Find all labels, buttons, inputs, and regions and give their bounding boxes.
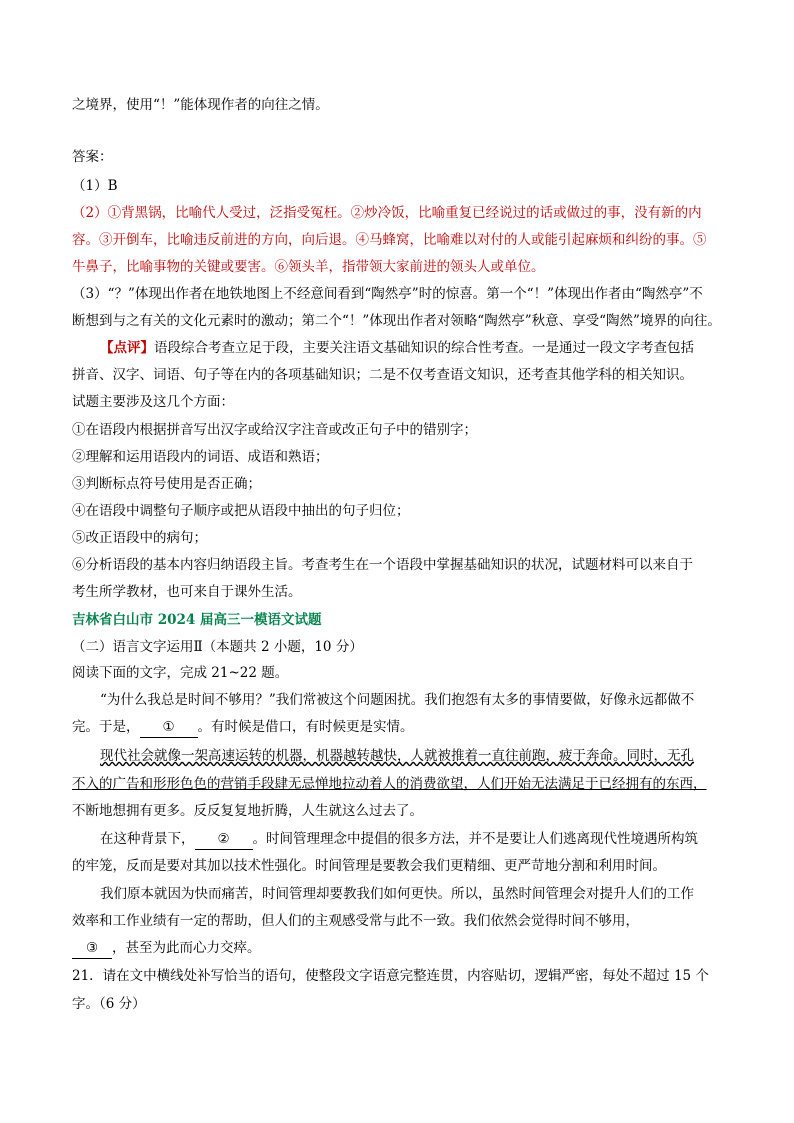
p3-text-b: 。时间管理理念中提倡的很多方法，并不是要让人们逃离现代性境遇所构筑 <box>252 831 698 847</box>
comment-item-2: ②理解和运用语段内的词语、成语和熟语； <box>72 449 329 465</box>
comment-last: 考生所学教材，也可来自于课外生活。 <box>72 584 302 600</box>
instruction: 阅读下面的文字，完成 21~22 题。 <box>72 665 289 681</box>
comment-line-1 <box>100 338 694 358</box>
p4-text-b: ，甚至为此而心力交瘁。 <box>112 940 261 956</box>
blank-1: ① <box>140 717 198 738</box>
answer-2-line-1: （2）①背黑锅，比喻代人受过，泛指受冤枉。②炒冷饭，比喻重复已经说过的话或做过的事，没有新的内 <box>72 205 702 221</box>
answer-1: （1）B <box>72 178 118 194</box>
comment-item-3: ③判断标点符号使用是否正确； <box>72 476 261 492</box>
exam-source: 吉林省白山市 2024 届高三一模语文试题 <box>72 612 322 628</box>
comment-item-4: ④在语段中调整句子顺序或把从语段中抽出的句子归位； <box>72 503 410 519</box>
passage-p4-line-1: 我们原本就因为快而痛苦，时间管理却要教我们如何更快。所以，虽然时间管理会对提升人们的工作 <box>100 886 694 902</box>
passage-p3-line-2: 的牢笼，反而是要对其加以技术性强化。时间管理是要教会我们更精细、更严苛地分割和利用时间。 <box>72 858 666 874</box>
answer-3-line-1: （3）“？”体现出作者在地铁地图上不经意间看到“陶然亭”时的惊喜。第一个“！”体现出作者由“陶然亭”不 <box>72 286 703 302</box>
blank-2: ② <box>195 829 253 850</box>
blank-3: ③ <box>72 938 112 959</box>
comment-line-3: 试题主要涉及这几个方面： <box>72 394 234 410</box>
answer-2-line-2: 容。③开倒车，比喻违反前进的方向，向后退。④马蜂窝，比喻难以对付的人或能引起麻烦和纠纷的事。⑤ <box>72 232 707 248</box>
comment-item-6: ⑥分析语段的基本内容归纳语段主旨。考查考生在一个语段中掌握基础知识的状况，试题材料可以来自于 <box>72 557 693 573</box>
answer-continuation: 之境界，使用“！”能体现作者的向往之情。 <box>72 97 329 113</box>
p3-text-a: 在这种背景下， <box>100 831 195 847</box>
passage-p2-line-3: 不断地想拥有更多。反反复复地折腾，人生就这么过去了。 <box>72 803 423 819</box>
p1-text-a: 完。于是， <box>72 719 140 735</box>
section-title: （二）语言文字运用Ⅱ（本题共 2 小题，10 分） <box>72 639 363 655</box>
passage-p1-line-1: “为什么我总是时间不够用？”我们常被这个问题困扰。我们抱怨有太多的事情要做，好像永远都做不 <box>100 692 695 708</box>
passage-p4-line-3 <box>72 938 261 959</box>
question-21-line-2: 字。（6 分） <box>72 996 146 1012</box>
comment-text-1: 语段综合考查立足于段，主要关注语文基础知识的综合性考查。一是通过一段文字考查包括 <box>154 340 694 356</box>
comment-line-2: 拼音、汉字、词语、句子等在内的各项基础知识；二是不仅考查语文知识，还考查其他学科的相关知识。 <box>72 367 693 383</box>
passage-p4-line-2: 效率和工作业绩有一定的帮助，但人们的主观感受常与此不一致。我们依然会觉得时间不够用， <box>72 913 639 929</box>
passage-p3-line-1 <box>100 829 698 850</box>
answer-3-line-2: 断想到与之有关的文化元素时的激动；第二个“！”体现出作者对领略“陶然亭”秋意、享受“陶然”境界的向往。 <box>72 313 721 329</box>
answer-heading: 答案： <box>72 149 113 165</box>
passage-p2-line-1: 现代社会就像一架高速运转的机器，机器越转越快，人就被推着一直往前跑，疲于奔命。同时，无孔 <box>100 748 694 764</box>
comment-item-5: ⑤改正语段中的病句； <box>72 530 207 546</box>
passage-p2-line-2: 不入的广告和形形色色的营销手段肆无忌惮地拉动着人的消费欲望，人们开始无法满足于已经拥有的东西， <box>72 776 707 792</box>
comment-tag: 【点评】 <box>100 340 154 356</box>
p1-text-b: 。有时候是借口，有时候更是实情。 <box>197 719 414 735</box>
question-21-line-1: 21．请在文中横线处补写恰当的语句，使整段文字语意完整连贯，内容贴切，逻辑严密，每处不超过 15 个 <box>72 968 709 984</box>
passage-p1-line-2 <box>72 717 414 738</box>
comment-item-1: ①在语段内根据拼音写出汉字或给汉字注音或改正句子中的错别字； <box>72 422 477 438</box>
answer-2-line-3: 牛鼻子，比喻事物的关键或要害。⑥领头羊，指带领大家前进的领头人或单位。 <box>72 259 545 275</box>
